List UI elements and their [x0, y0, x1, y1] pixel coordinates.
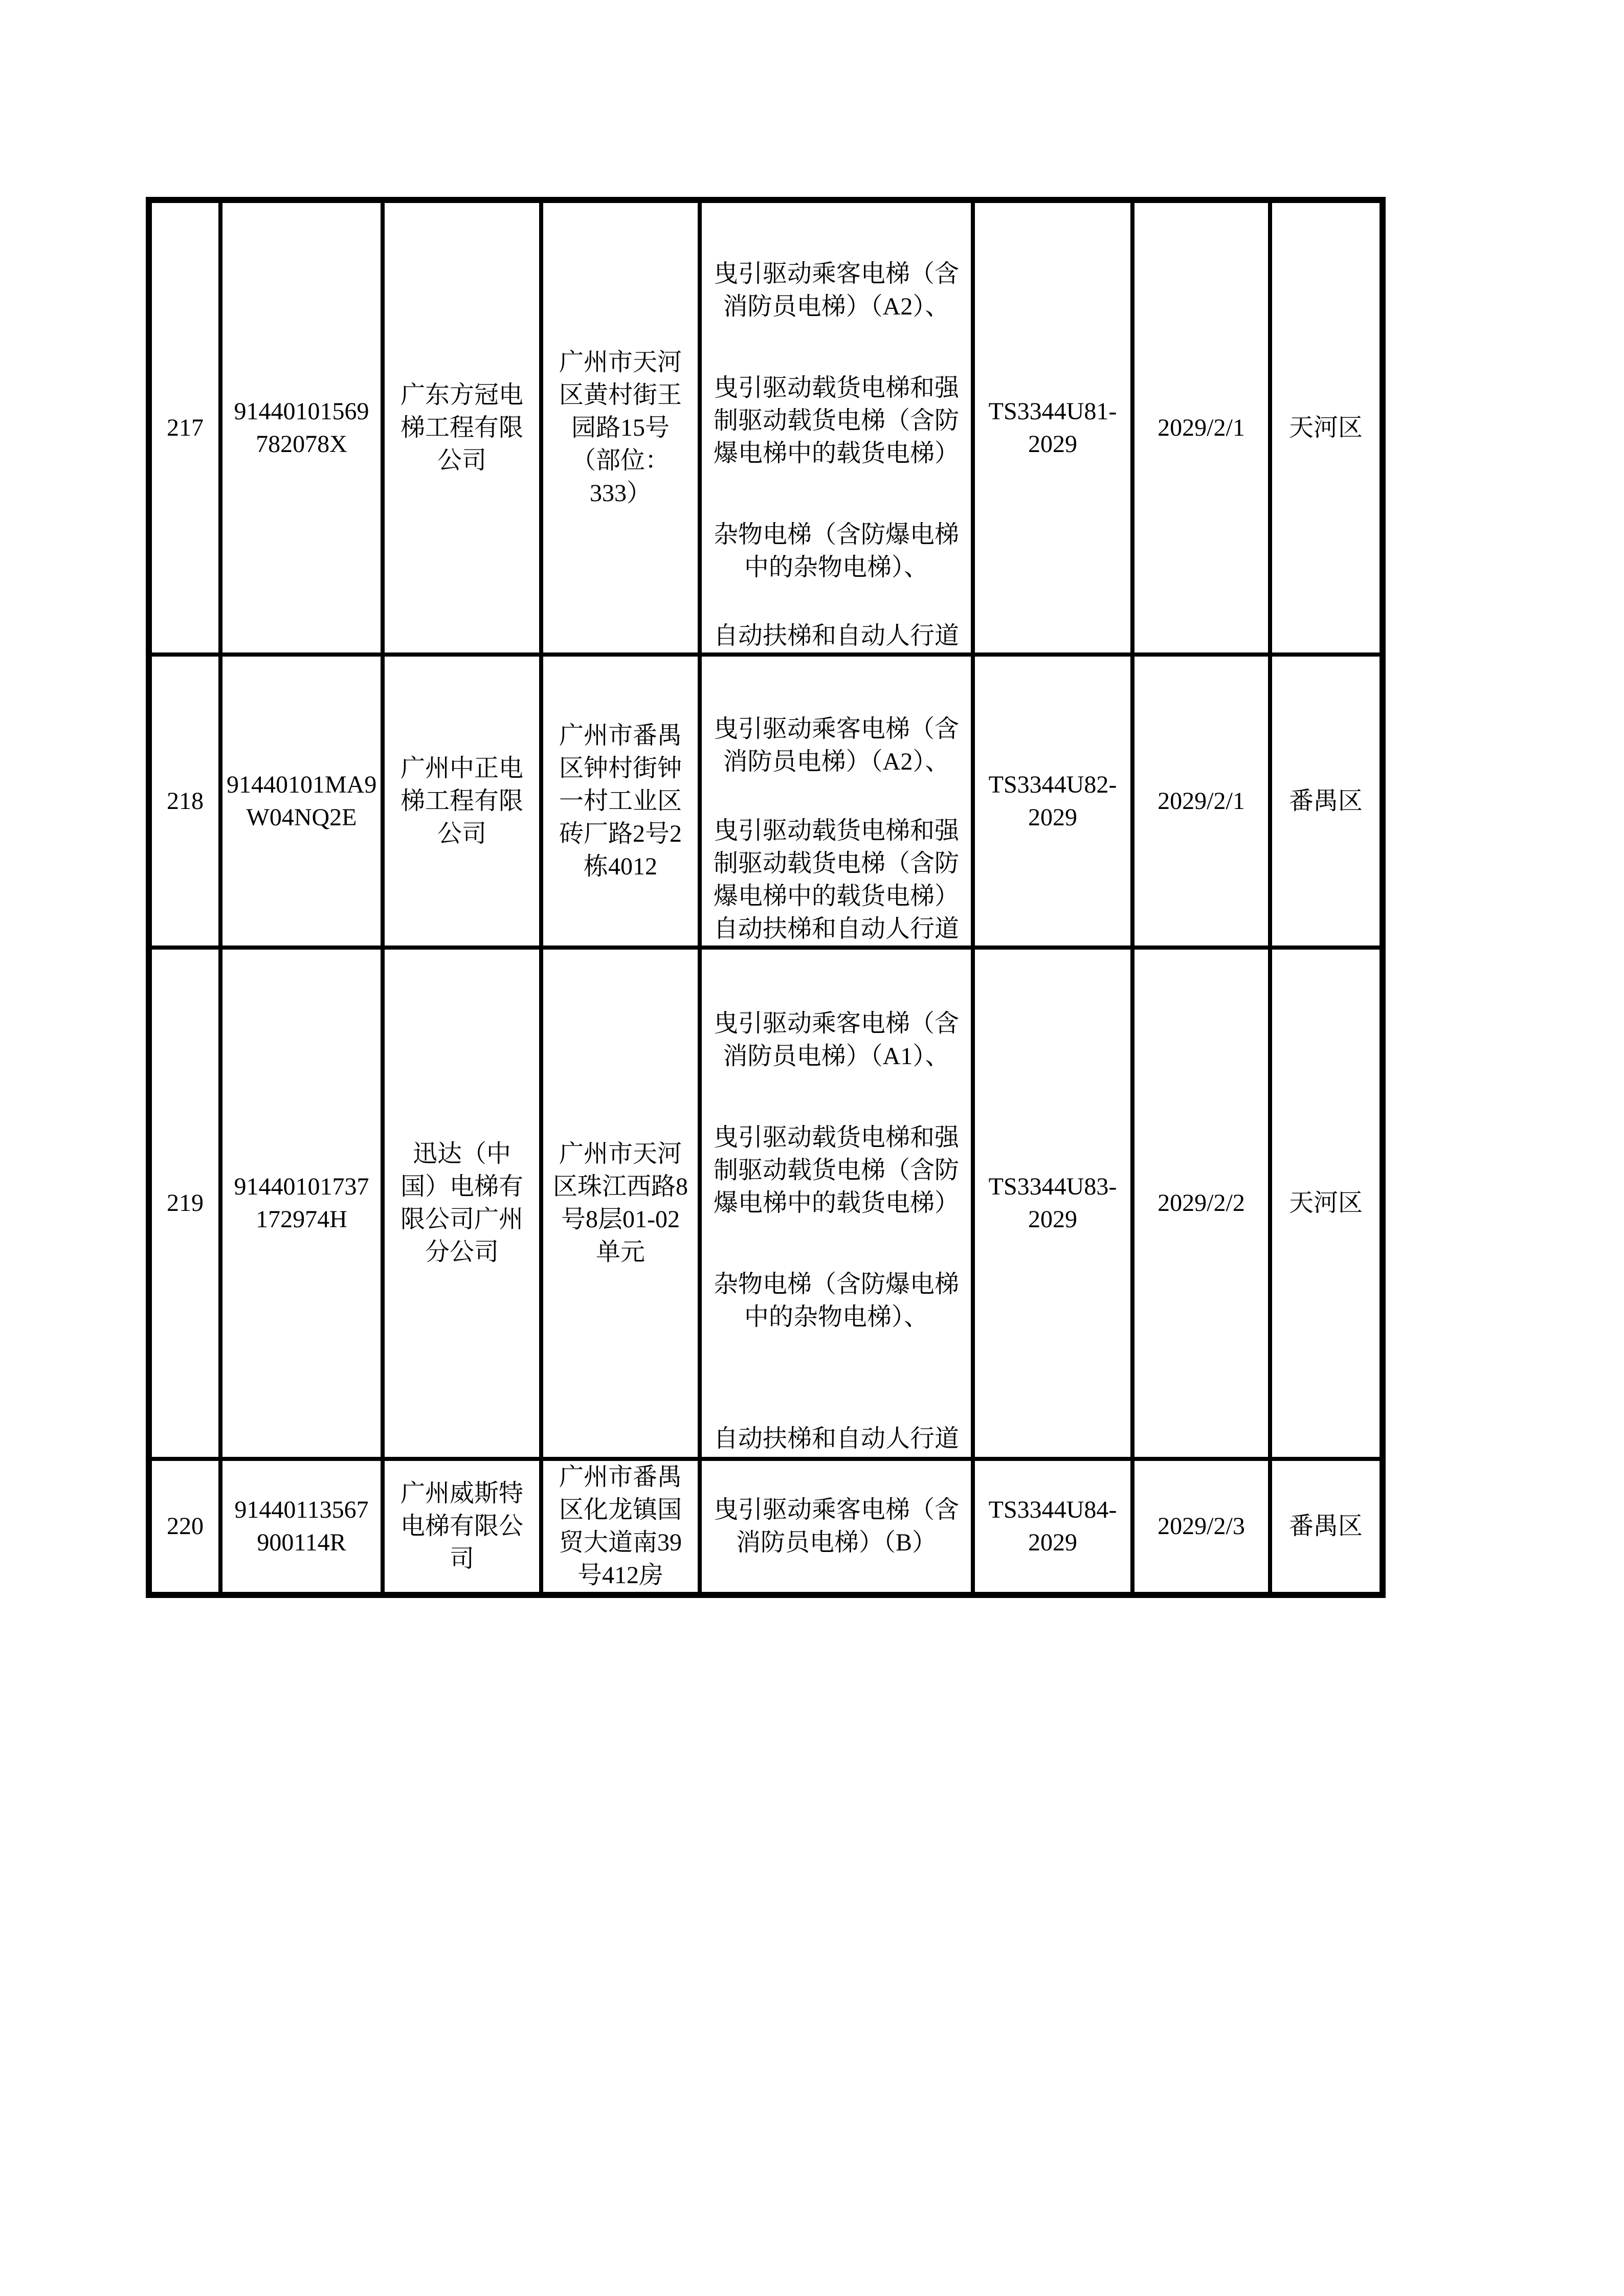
- cell-certificate-no-line: TS3344U84-: [988, 1496, 1117, 1523]
- cell-company-name: [383, 1459, 541, 1595]
- equipment-line: 消防员电梯）（A1）、: [723, 1042, 950, 1070]
- cell-certificate-no-line: 2029: [1028, 803, 1077, 831]
- equipment-line: 曳引驱动乘客电梯（含: [713, 1496, 959, 1523]
- cell-address: [541, 655, 700, 948]
- cell-address-line: 区珠江西路8: [552, 1173, 688, 1200]
- cell-company-name: [383, 200, 541, 655]
- cell-certificate-no: [973, 1459, 1132, 1595]
- equipment-line: 爆电梯中的载货电梯）: [713, 883, 959, 910]
- cell-address-line: 号412房: [577, 1562, 663, 1589]
- cell-address-line: 栋4012: [583, 852, 657, 880]
- equipment-line: 中的杂物电梯）、: [744, 1303, 928, 1331]
- cell-certificate-no-line: 2029: [1028, 1206, 1077, 1233]
- cell-company-name-line: 梯工程有限: [400, 414, 523, 441]
- cell-company-name-line: 司: [449, 1545, 474, 1572]
- cell-company-name: [383, 948, 541, 1459]
- cell-address-line: 广州市番禺: [559, 1464, 682, 1491]
- cell-company-name-line: 公司: [437, 820, 486, 847]
- valid-until-date-text: 2029/2/1: [1158, 414, 1245, 441]
- equipment-line: 制驱动载货电梯（含防: [713, 850, 959, 877]
- cell-address-line: 区钟村街钟: [559, 754, 682, 782]
- cell-certificate-no: [973, 655, 1132, 948]
- cell-company-name-line: 限公司广州: [400, 1206, 523, 1233]
- cell-company-name-line: 国）电梯有: [400, 1173, 523, 1200]
- cell-credit-code-line: 91440101737: [234, 1173, 369, 1200]
- equipment-line: 曳引驱动载货电梯和强: [713, 1123, 959, 1151]
- cell-equipment-scope: [700, 200, 973, 655]
- equipment-line: 消防员电梯）（B）: [736, 1529, 937, 1556]
- equipment-line: 自动扶梯和自动人行道: [713, 622, 959, 649]
- cell-company-name-line: 迅达（中: [412, 1140, 511, 1167]
- equipment-line: 曳引驱动载货电梯和强: [713, 817, 959, 844]
- equipment-paragraph: [706, 620, 967, 652]
- seq-number-text: 218: [167, 787, 204, 815]
- equipment-paragraph: [706, 815, 967, 913]
- district-text: 番禺区: [1288, 787, 1363, 815]
- cell-company-name-line: 分公司: [425, 1239, 499, 1266]
- cell-address-line: 区黄村街王: [559, 381, 682, 409]
- cell-district: [1270, 655, 1383, 948]
- table-row: [149, 655, 1383, 948]
- registry-table: [146, 197, 1386, 1598]
- seq-number-text: 217: [167, 414, 204, 441]
- cell-valid-until-date: [1132, 1459, 1270, 1595]
- cell-company-name-line: 梯工程有限: [400, 787, 523, 815]
- cell-address-line: 一村工业区: [559, 787, 682, 815]
- equipment-paragraph: [706, 1494, 967, 1559]
- equipment-line: 曳引驱动载货电梯和强: [713, 374, 959, 401]
- equipment-paragraph: [706, 713, 967, 778]
- cell-certificate-no: [973, 200, 1132, 655]
- cell-company-name-line: 公司: [437, 446, 486, 474]
- cell-seq-number: [149, 200, 220, 655]
- cell-address-line: 333）: [589, 479, 651, 507]
- cell-company-name-line: 广州中正电: [400, 754, 523, 782]
- cell-address-line: 单元: [595, 1239, 645, 1266]
- seq-number-text: 219: [167, 1189, 204, 1217]
- cell-equipment-scope: [700, 655, 973, 948]
- equipment-line: 消防员电梯）（A2）、: [723, 293, 950, 320]
- cell-company-name: [383, 655, 541, 948]
- cell-address-line: 区化龙镇国: [559, 1496, 682, 1523]
- equipment-paragraph: [706, 372, 967, 470]
- cell-certificate-no-line: 2029: [1028, 1529, 1077, 1556]
- cell-address-line: 广州市天河: [559, 348, 682, 376]
- cell-address-line: 广州市番禺: [559, 722, 682, 749]
- cell-credit-code-line: 91440101MA9: [227, 771, 377, 798]
- equipment-paragraph: [706, 1121, 967, 1220]
- cell-address-line: 广州市天河: [559, 1140, 682, 1167]
- equipment-line: 曳引驱动乘客电梯（含: [713, 260, 959, 287]
- equipment-paragraph: [706, 1423, 967, 1455]
- cell-address-line: 贸大道南39: [559, 1529, 682, 1556]
- equipment-line: 制驱动载货电梯（含防: [713, 1156, 959, 1184]
- equipment-line: 曳引驱动乘客电梯（含: [713, 1009, 959, 1037]
- valid-until-date-text: 2029/2/2: [1158, 1189, 1245, 1217]
- valid-until-date-text: 2029/2/3: [1158, 1513, 1245, 1540]
- equipment-paragraph: [706, 1268, 967, 1334]
- equipment-line: 爆电梯中的载货电梯）: [713, 1189, 959, 1217]
- equipment-line: 消防员电梯）（A2）、: [723, 748, 950, 775]
- cell-company-name-line: 广州威斯特: [400, 1480, 523, 1507]
- equipment-paragraph: [706, 258, 967, 323]
- cell-seq-number: [149, 1459, 220, 1595]
- cell-address: [541, 200, 700, 655]
- registry-table-body: [149, 200, 1383, 1595]
- cell-valid-until-date: [1132, 655, 1270, 948]
- equipment-line: 杂物电梯（含防爆电梯: [713, 1270, 959, 1298]
- cell-address: [541, 1459, 700, 1595]
- cell-valid-until-date: [1132, 200, 1270, 655]
- table-row: [149, 1459, 1383, 1595]
- equipment-paragraph: [706, 519, 967, 584]
- cell-address-line: （部位：: [571, 446, 670, 474]
- cell-equipment-scope: [700, 948, 973, 1459]
- cell-address: [541, 948, 700, 1459]
- equipment-line: 曳引驱动乘客电梯（含: [713, 715, 959, 742]
- cell-credit-code-line: 900114R: [257, 1529, 346, 1556]
- cell-address-line: 号8层01-02: [561, 1206, 680, 1233]
- cell-address-line: 园路15号: [571, 414, 670, 441]
- cell-certificate-no-line: 2029: [1028, 430, 1077, 458]
- cell-district: [1270, 1459, 1383, 1595]
- district-text: 天河区: [1288, 1189, 1363, 1217]
- equipment-paragraph: [706, 913, 967, 946]
- cell-district: [1270, 948, 1383, 1459]
- cell-credit-code-line: 91440113567: [234, 1496, 369, 1523]
- table-row: [149, 948, 1383, 1459]
- cell-credit-code-line: W04NQ2E: [246, 803, 357, 831]
- cell-certificate-no: [973, 948, 1132, 1459]
- district-text: 番禺区: [1288, 1513, 1363, 1540]
- seq-number-text: 220: [167, 1513, 204, 1540]
- cell-credit-code-line: 172974H: [256, 1206, 347, 1233]
- cell-seq-number: [149, 655, 220, 948]
- equipment-paragraph: [706, 1007, 967, 1073]
- district-text: 天河区: [1288, 414, 1363, 441]
- cell-credit-code: [220, 948, 383, 1459]
- valid-until-date-text: 2029/2/1: [1158, 787, 1245, 815]
- equipment-line: 杂物电梯（含防爆电梯: [713, 521, 959, 548]
- cell-company-name-line: 电梯有限公: [400, 1513, 523, 1540]
- cell-credit-code: [220, 1459, 383, 1595]
- equipment-line: 制驱动载货电梯（含防: [713, 407, 959, 434]
- cell-district: [1270, 200, 1383, 655]
- cell-valid-until-date: [1132, 948, 1270, 1459]
- equipment-line: 自动扶梯和自动人行道: [713, 1425, 959, 1452]
- cell-company-name-line: 广东方冠电: [400, 381, 523, 409]
- cell-equipment-scope: [700, 1459, 973, 1595]
- table-row: [149, 200, 1383, 655]
- equipment-line: 爆电梯中的载货电梯）: [713, 440, 959, 467]
- cell-credit-code: [220, 655, 383, 948]
- cell-certificate-no-line: TS3344U81-: [988, 397, 1117, 425]
- cell-certificate-no-line: TS3344U83-: [988, 1173, 1117, 1200]
- cell-address-line: 砖厂路2号2: [559, 820, 682, 847]
- cell-credit-code: [220, 200, 383, 655]
- cell-seq-number: [149, 948, 220, 1459]
- equipment-line: 自动扶梯和自动人行道: [713, 915, 959, 942]
- equipment-line: 中的杂物电梯）、: [744, 554, 928, 581]
- cell-credit-code-line: 91440101569: [234, 397, 369, 425]
- cell-certificate-no-line: TS3344U82-: [988, 771, 1117, 798]
- cell-credit-code-line: 782078X: [256, 430, 347, 458]
